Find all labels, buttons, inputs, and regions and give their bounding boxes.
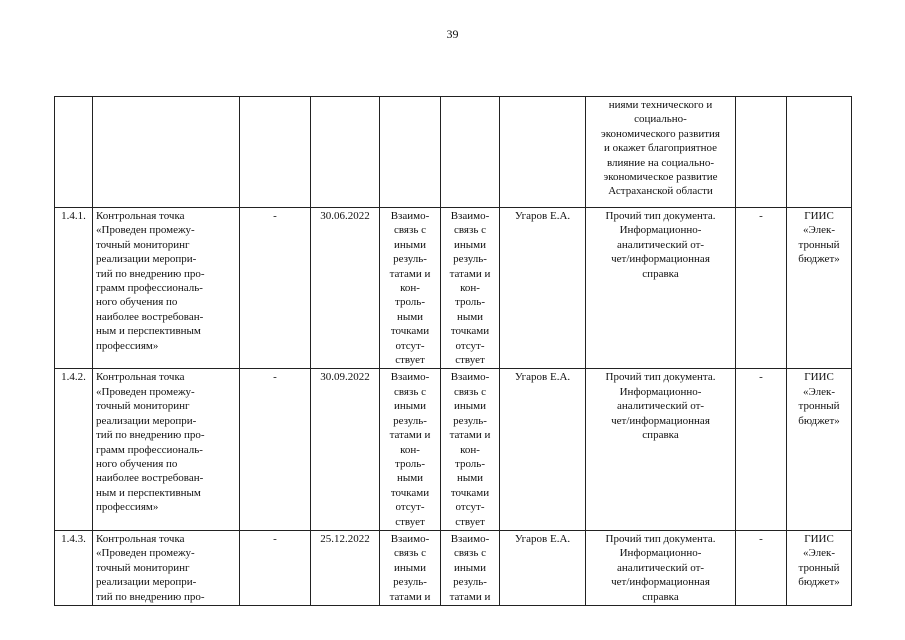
text-line: наиболее востребован- [96,472,204,485]
text-line: татами и [389,429,431,442]
cell-document-type [586,97,736,208]
text-line: связь с [394,224,426,237]
text-line: профессиям» [96,501,159,514]
text-line: связь с [454,224,486,237]
text-line: кон- [460,443,480,456]
text-line: троль- [395,457,425,470]
text-line: тий по внедрению про- [96,429,205,442]
text-line: точный мониторинг [96,561,190,574]
cell-relation [380,530,441,605]
cell-number: 1.4.2. [55,369,93,530]
text-line: ствует [455,515,485,528]
text-line: бюджет» [798,414,840,427]
cell-empty [500,97,586,208]
text-line: Взаимо- [390,532,430,545]
text-line: «Элек- [803,224,835,237]
cell-relation [380,369,441,530]
text-line: иными [393,561,426,574]
text-line: кон- [400,282,420,295]
text-line: Взаимо- [450,371,490,384]
text-line: троль- [455,457,485,470]
text-line: иными [453,400,486,413]
text-line: ными [456,472,484,485]
text-line: грамм профессиональ- [96,282,203,295]
text-line: отсут- [455,501,485,514]
text-line: экономического развития [601,127,720,140]
cell-base-value: - [240,369,311,530]
text-line: аналитический от- [616,238,705,251]
table-row [55,369,852,530]
cell-empty [736,97,787,208]
text-line: реализации меропри- [96,576,197,589]
text-line: Взаимо- [450,532,490,545]
text-line: Информационно- [619,385,702,398]
text-line: аналитический от- [616,400,705,413]
text-line: профессиям» [96,339,159,352]
text-line: ными [456,310,484,323]
text-line: чет/информационная [611,414,710,427]
table-row-continuation [55,97,852,208]
cell-empty [380,97,441,208]
cell-empty [240,97,311,208]
text-line: иными [453,238,486,251]
cell-empty [93,97,240,208]
text-line: справка [642,429,679,442]
text-line: резуль- [453,414,487,427]
text-line: Контрольная точка [96,371,185,384]
control-points-table [54,96,852,606]
text-line: ными [396,472,424,485]
cell-base-value: - [240,530,311,605]
text-line: татами и [389,590,431,603]
text-line: ствует [395,515,425,528]
text-line: Взаимо- [390,210,430,222]
table-row [55,208,852,369]
text-line: бюджет» [798,253,840,266]
text-line: влияние на социально- [606,156,715,169]
text-line: татами и [449,267,491,280]
text-line: ниями технического и [608,99,713,111]
text-line: связь с [454,547,486,560]
cell-control-point-name [93,208,240,369]
cell-relation-2 [441,208,500,369]
text-line: «Элек- [803,385,835,398]
cell-number: 1.4.1. [55,208,93,369]
text-line: кон- [460,282,480,295]
text-line: точками [450,325,490,338]
text-line: Прочий тип документа. [605,210,716,222]
cell-date: 25.12.2022 [311,530,380,605]
cell-relation-2 [441,530,500,605]
cell-information-system [787,208,852,369]
text-line: ного обучения по [96,457,178,470]
text-line: и окажет благоприятное [603,142,718,155]
text-line: точками [390,325,430,338]
text-line: ного обучения по [96,296,178,309]
cell-responsible: Угаров Е.А. [500,369,586,530]
cell-base-value: - [240,208,311,369]
text-line: тронный [798,400,840,413]
text-line: тий по внедрению про- [96,590,205,603]
text-line: Информационно- [619,547,702,560]
text-line: татами и [389,267,431,280]
cell-empty [787,97,852,208]
text-line: «Проведен промежу- [96,547,195,560]
text-line: Взаимо- [390,371,430,384]
cell-empty [55,97,93,208]
cell-document-type [586,369,736,530]
text-line: реализации меропри- [96,253,197,266]
text-line: ГИИС [804,532,834,545]
text-line: троль- [395,296,425,309]
table-row [55,530,852,605]
text-line: Контрольная точка [96,210,185,222]
text-line: связь с [394,547,426,560]
table-rows [55,208,852,606]
text-line: отсут- [395,339,425,352]
text-line: чет/информационная [611,576,710,589]
cell-responsible: Угаров Е.А. [500,530,586,605]
cell-document-type [586,530,736,605]
text-line: аналитический от- [616,561,705,574]
cell-responsible: Угаров Е.А. [500,208,586,369]
text-line: «Проведен промежу- [96,385,195,398]
text-line: ствует [455,354,485,367]
text-line: точный мониторинг [96,400,190,413]
text-line: Взаимо- [450,210,490,222]
text-line: экономическое развитие [603,171,718,184]
text-line: ГИИС [804,371,834,384]
text-line: иными [453,561,486,574]
cell-relation [380,208,441,369]
text-line: тронный [798,561,840,574]
text-line: чет/информационная [611,253,710,266]
text-line: резуль- [393,253,427,266]
text-line: точками [390,486,430,499]
text-line: отсут- [455,339,485,352]
cell-relation-2 [441,369,500,530]
text-line: Астраханской области [608,185,713,198]
cell-control-point-name [93,369,240,530]
text-line: бюджет» [798,576,840,589]
text-line: справка [642,590,679,603]
cell-level: - [736,369,787,530]
text-line: точками [450,486,490,499]
text-line: татами и [449,429,491,442]
text-line: Прочий тип документа. [605,532,716,545]
text-line: ствует [395,354,425,367]
text-line: грамм профессиональ- [96,443,203,456]
text-line: ГИИС [804,210,834,222]
text-line: точный мониторинг [96,238,190,251]
cell-control-point-name [93,530,240,605]
text-line: «Проведен промежу- [96,224,195,237]
text-line: резуль- [453,253,487,266]
cell-empty [311,97,380,208]
cell-date: 30.06.2022 [311,208,380,369]
cell-empty [441,97,500,208]
cell-level: - [736,530,787,605]
text-line: справка [642,267,679,280]
text-line: кон- [400,443,420,456]
cell-document-type [586,208,736,369]
text-line: «Элек- [803,547,835,560]
text-line: резуль- [393,576,427,589]
cell-date: 30.09.2022 [311,369,380,530]
text-line: тронный [798,238,840,251]
text-line: связь с [394,385,426,398]
text-line: ным и перспективным [96,325,201,338]
text-line: татами и [449,590,491,603]
text-line: иными [393,238,426,251]
text-line: социально- [634,113,687,126]
text-line: наиболее востребован- [96,310,204,323]
page-number: 39 [446,27,459,41]
text-line: тий по внедрению про- [96,267,205,280]
text-line: связь с [454,385,486,398]
text-line: ным и перспективным [96,486,201,499]
cell-information-system [787,530,852,605]
cell-level: - [736,208,787,369]
cell-information-system [787,369,852,530]
text-line: отсут- [395,501,425,514]
text-line: Информационно- [619,224,702,237]
text-line: резуль- [393,414,427,427]
text-line: резуль- [453,576,487,589]
text-line: иными [393,400,426,413]
text-line: ными [396,310,424,323]
text-line: троль- [455,296,485,309]
text-line: Прочий тип документа. [605,371,716,384]
text-line: реализации меропри- [96,414,197,427]
cell-number: 1.4.3. [55,530,93,605]
text-line: Контрольная точка [96,532,185,545]
